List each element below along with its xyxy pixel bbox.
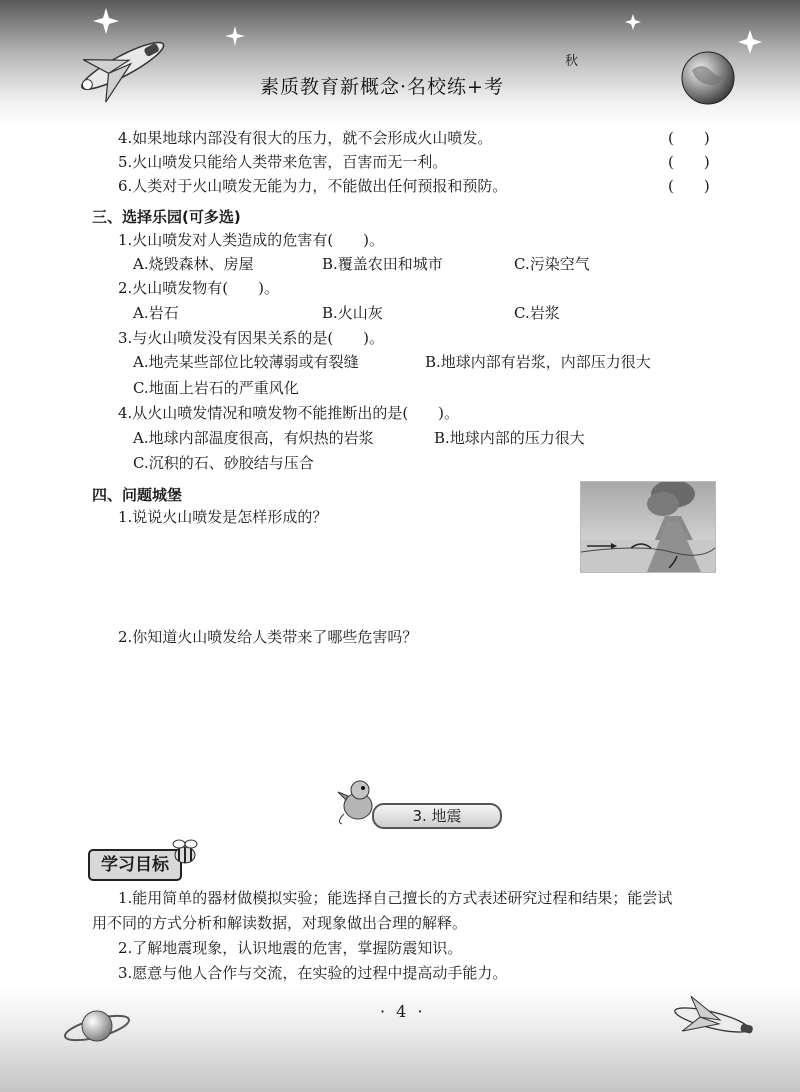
- goal-1-line-1: 1.能用简单的器材做模拟实验；能选择自己擅长的方式表述研究过程和结果；能尝试: [118, 889, 673, 907]
- choice-q3-stem: 3.与火山喷发没有因果关系的是( )。: [118, 329, 385, 347]
- volcano-illustration: [580, 481, 716, 573]
- judgment-item-4: 4.如果地球内部没有很大的压力，就不会形成火山喷发。: [118, 129, 493, 147]
- question-2: 2.你知道火山喷发给人类带来了哪些危害吗？: [118, 628, 418, 646]
- season-label: 秋: [565, 54, 579, 69]
- choice-q1-stem: 1.火山喷发对人类造成的危害有( )。: [118, 231, 385, 249]
- question-1: 1.说说火山喷发是怎样形成的？: [118, 508, 328, 526]
- earth-globe-icon: [680, 50, 736, 106]
- choice-q2-option-a[interactable]: A.岩石: [133, 304, 179, 322]
- choice-q4-option-a[interactable]: A.地球内部温度很高，有炽热的岩浆: [133, 429, 374, 447]
- section-heading-choice: 三、选择乐园(可多选): [92, 208, 241, 226]
- learning-goals-badge: 学习目标: [88, 849, 182, 881]
- sparkle-star-icon: [738, 30, 762, 54]
- answer-blank[interactable]: ( ): [668, 129, 710, 147]
- choice-q2-stem: 2.火山喷发物有( )。: [118, 279, 280, 297]
- choice-q2-option-c[interactable]: C.岩浆: [514, 304, 560, 322]
- choice-q1-option-a[interactable]: A.烧毁森林、房屋: [133, 255, 254, 273]
- space-shuttle-icon: [664, 994, 760, 1044]
- choice-q1-option-c[interactable]: C.污染空气: [514, 255, 590, 273]
- judgment-item-5: 5.火山喷发只能给人类带来危害，百害而无一利。: [118, 153, 448, 171]
- series-title: 素质教育新概念·名校练+考: [260, 76, 504, 98]
- answer-blank[interactable]: ( ): [668, 153, 710, 171]
- space-shuttle-icon: [60, 25, 180, 105]
- choice-q3-option-c[interactable]: C.地面上岩石的严重风化: [133, 379, 299, 397]
- lesson-title: 3. 地震: [372, 803, 502, 829]
- choice-q2-option-b[interactable]: B.火山灰: [322, 304, 383, 322]
- sparkle-star-icon: [93, 8, 119, 34]
- saturn-planet-icon: [62, 1003, 132, 1049]
- choice-q4-stem: 4.从火山喷发情况和喷发物不能推断出的是( )。: [118, 404, 460, 422]
- page-number: · 4 ·: [380, 1002, 426, 1021]
- choice-q4-option-c[interactable]: C.沉积的石、砂胶结与压合: [133, 454, 314, 472]
- answer-blank[interactable]: ( ): [668, 177, 710, 195]
- goal-2: 2.了解地震现象，认识地震的危害，掌握防震知识。: [118, 939, 463, 957]
- choice-q1-option-b[interactable]: B.覆盖农田和城市: [322, 255, 443, 273]
- choice-q3-option-b[interactable]: B.地球内部有岩浆，内部压力很大: [425, 353, 651, 371]
- choice-q3-option-a[interactable]: A.地壳某些部位比较薄弱或有裂缝: [133, 353, 359, 371]
- section-heading-questions: 四、问题城堡: [92, 486, 183, 504]
- sparkle-star-icon: [625, 14, 641, 30]
- goal-1-line-2: 用不同的方式分析和解读数据，对现象做出合理的解释。: [92, 914, 468, 932]
- sparkle-star-icon: [225, 26, 245, 46]
- bee-mascot-icon: [168, 835, 202, 869]
- judgment-item-6: 6.人类对于火山喷发无能为力，不能做出任何预报和预防。: [118, 177, 508, 195]
- goal-3: 3.愿意与他人合作与交流，在实验的过程中提高动手能力。: [118, 964, 508, 982]
- choice-q4-option-b[interactable]: B.地球内部的压力很大: [434, 429, 585, 447]
